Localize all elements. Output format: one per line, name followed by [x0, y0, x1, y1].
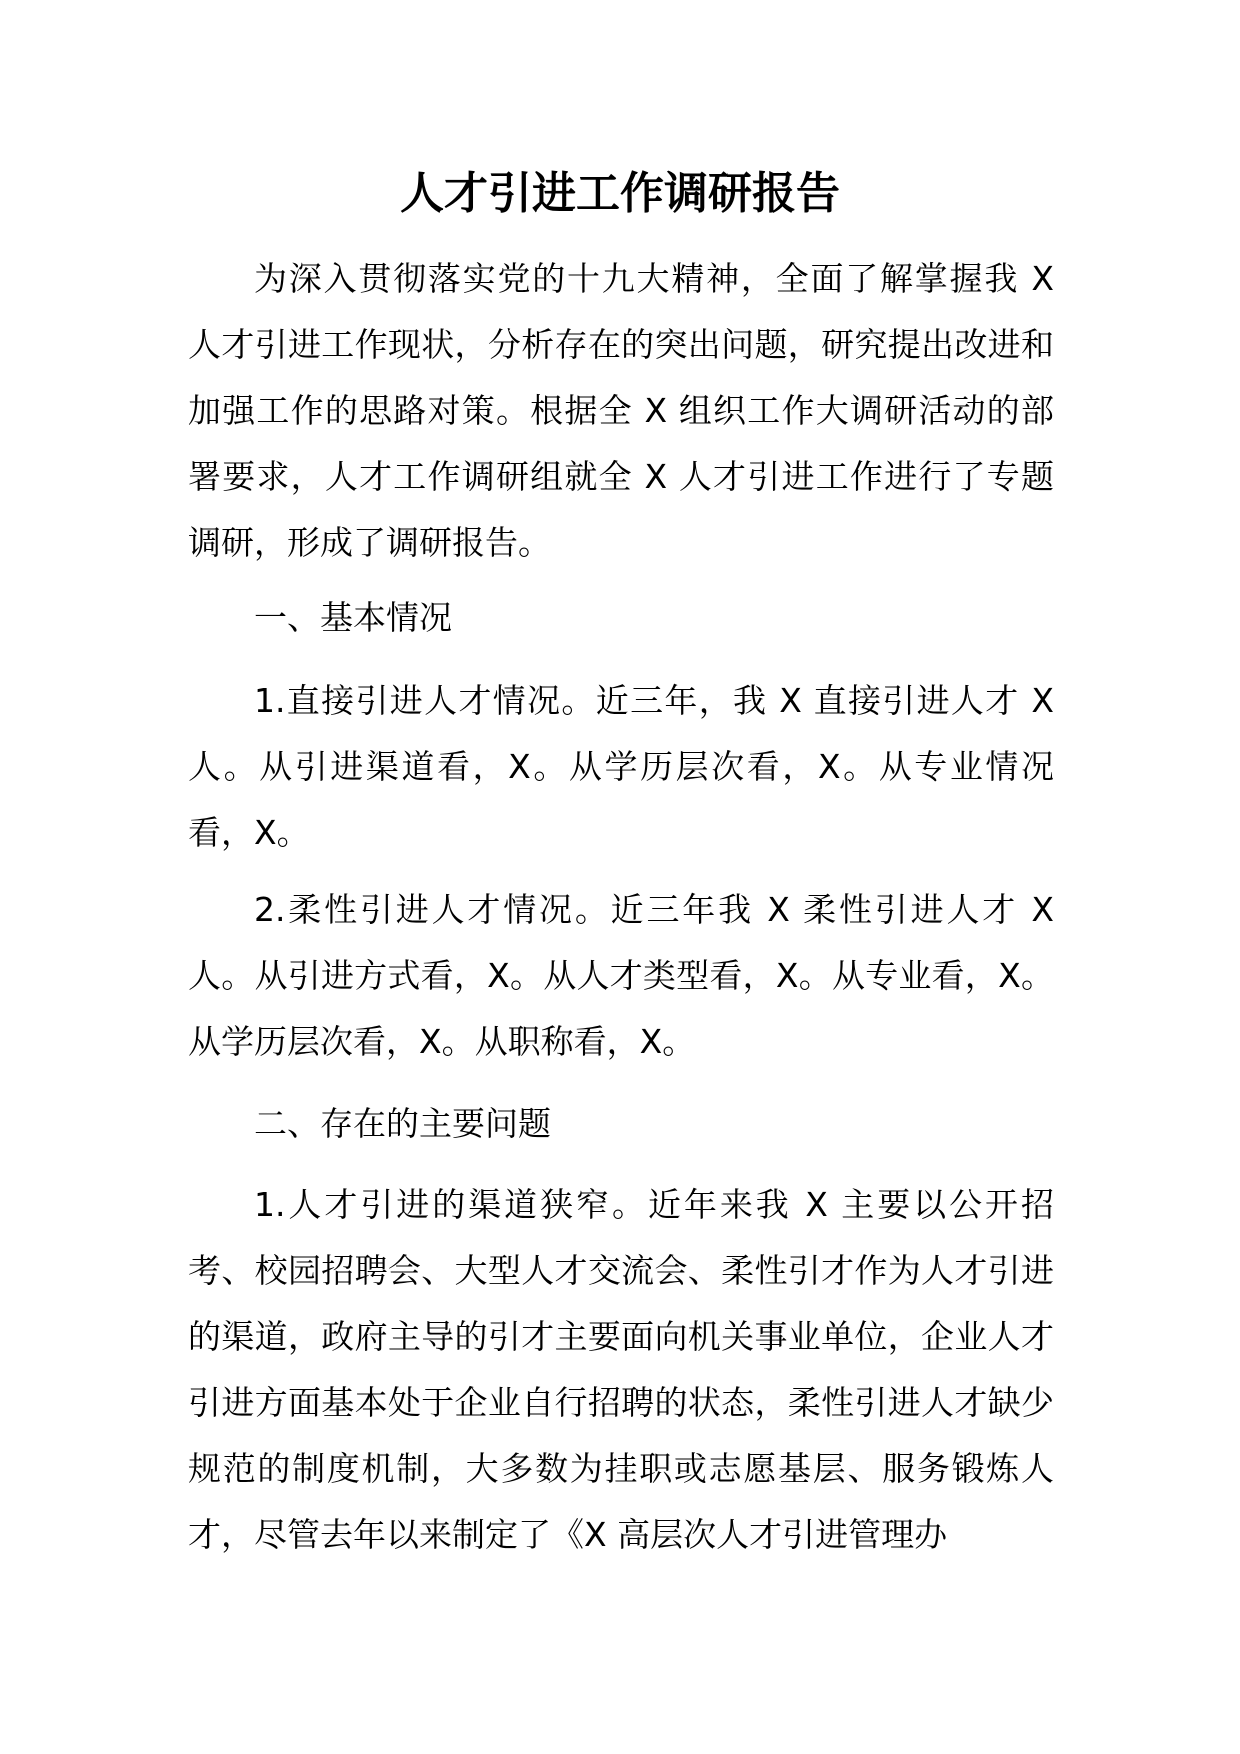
paragraph-narrow-channels: 1.人才引进的渠道狭窄。近年来我 X 主要以公开招考、校园招聘会、大型人才交流会、柔性引才作为人才引进的渠道，政府主导的引才主要面向机关事业单位，企业人才引进方面基本处于企业自行招聘的状态，柔性引进人才缺少规范的制度机制，大多数为挂职或志愿基层、服务锻炼人才，尽管去年以来制定了《X 高层次人才引进管理办: [188, 1185, 1054, 1554]
section-heading-main-problems: 二、存在的主要问题: [254, 1104, 551, 1143]
paragraph-flexible-talent: 2.柔性引进人才情况。近三年我 X 柔性引进人才 X 人。从引进方式看，X。从人才类型看，X。从专业看，X。从学历层次看，X。从职称看，X。: [188, 890, 1054, 1061]
paragraph-direct-talent: 1.直接引进人才情况。近三年，我 X 直接引进人才 X 人。从引进渠道看，X。从学历层次看，X。从专业情况看，X。: [188, 681, 1054, 852]
document-title: 人才引进工作调研报告: [400, 168, 840, 219]
intro-paragraph: 为深入贯彻落实党的十九大精神，全面了解掌握我 X 人才引进工作现状，分析存在的突出问题，研究提出改进和加强工作的思路对策。根据全 X 组织工作大调研活动的部署要求，人才工作调研组就全 X 人才引进工作进行了专题调研，形成了调研报告。: [188, 259, 1054, 562]
section-heading-basic-situation: 一、基本情况: [254, 598, 452, 637]
